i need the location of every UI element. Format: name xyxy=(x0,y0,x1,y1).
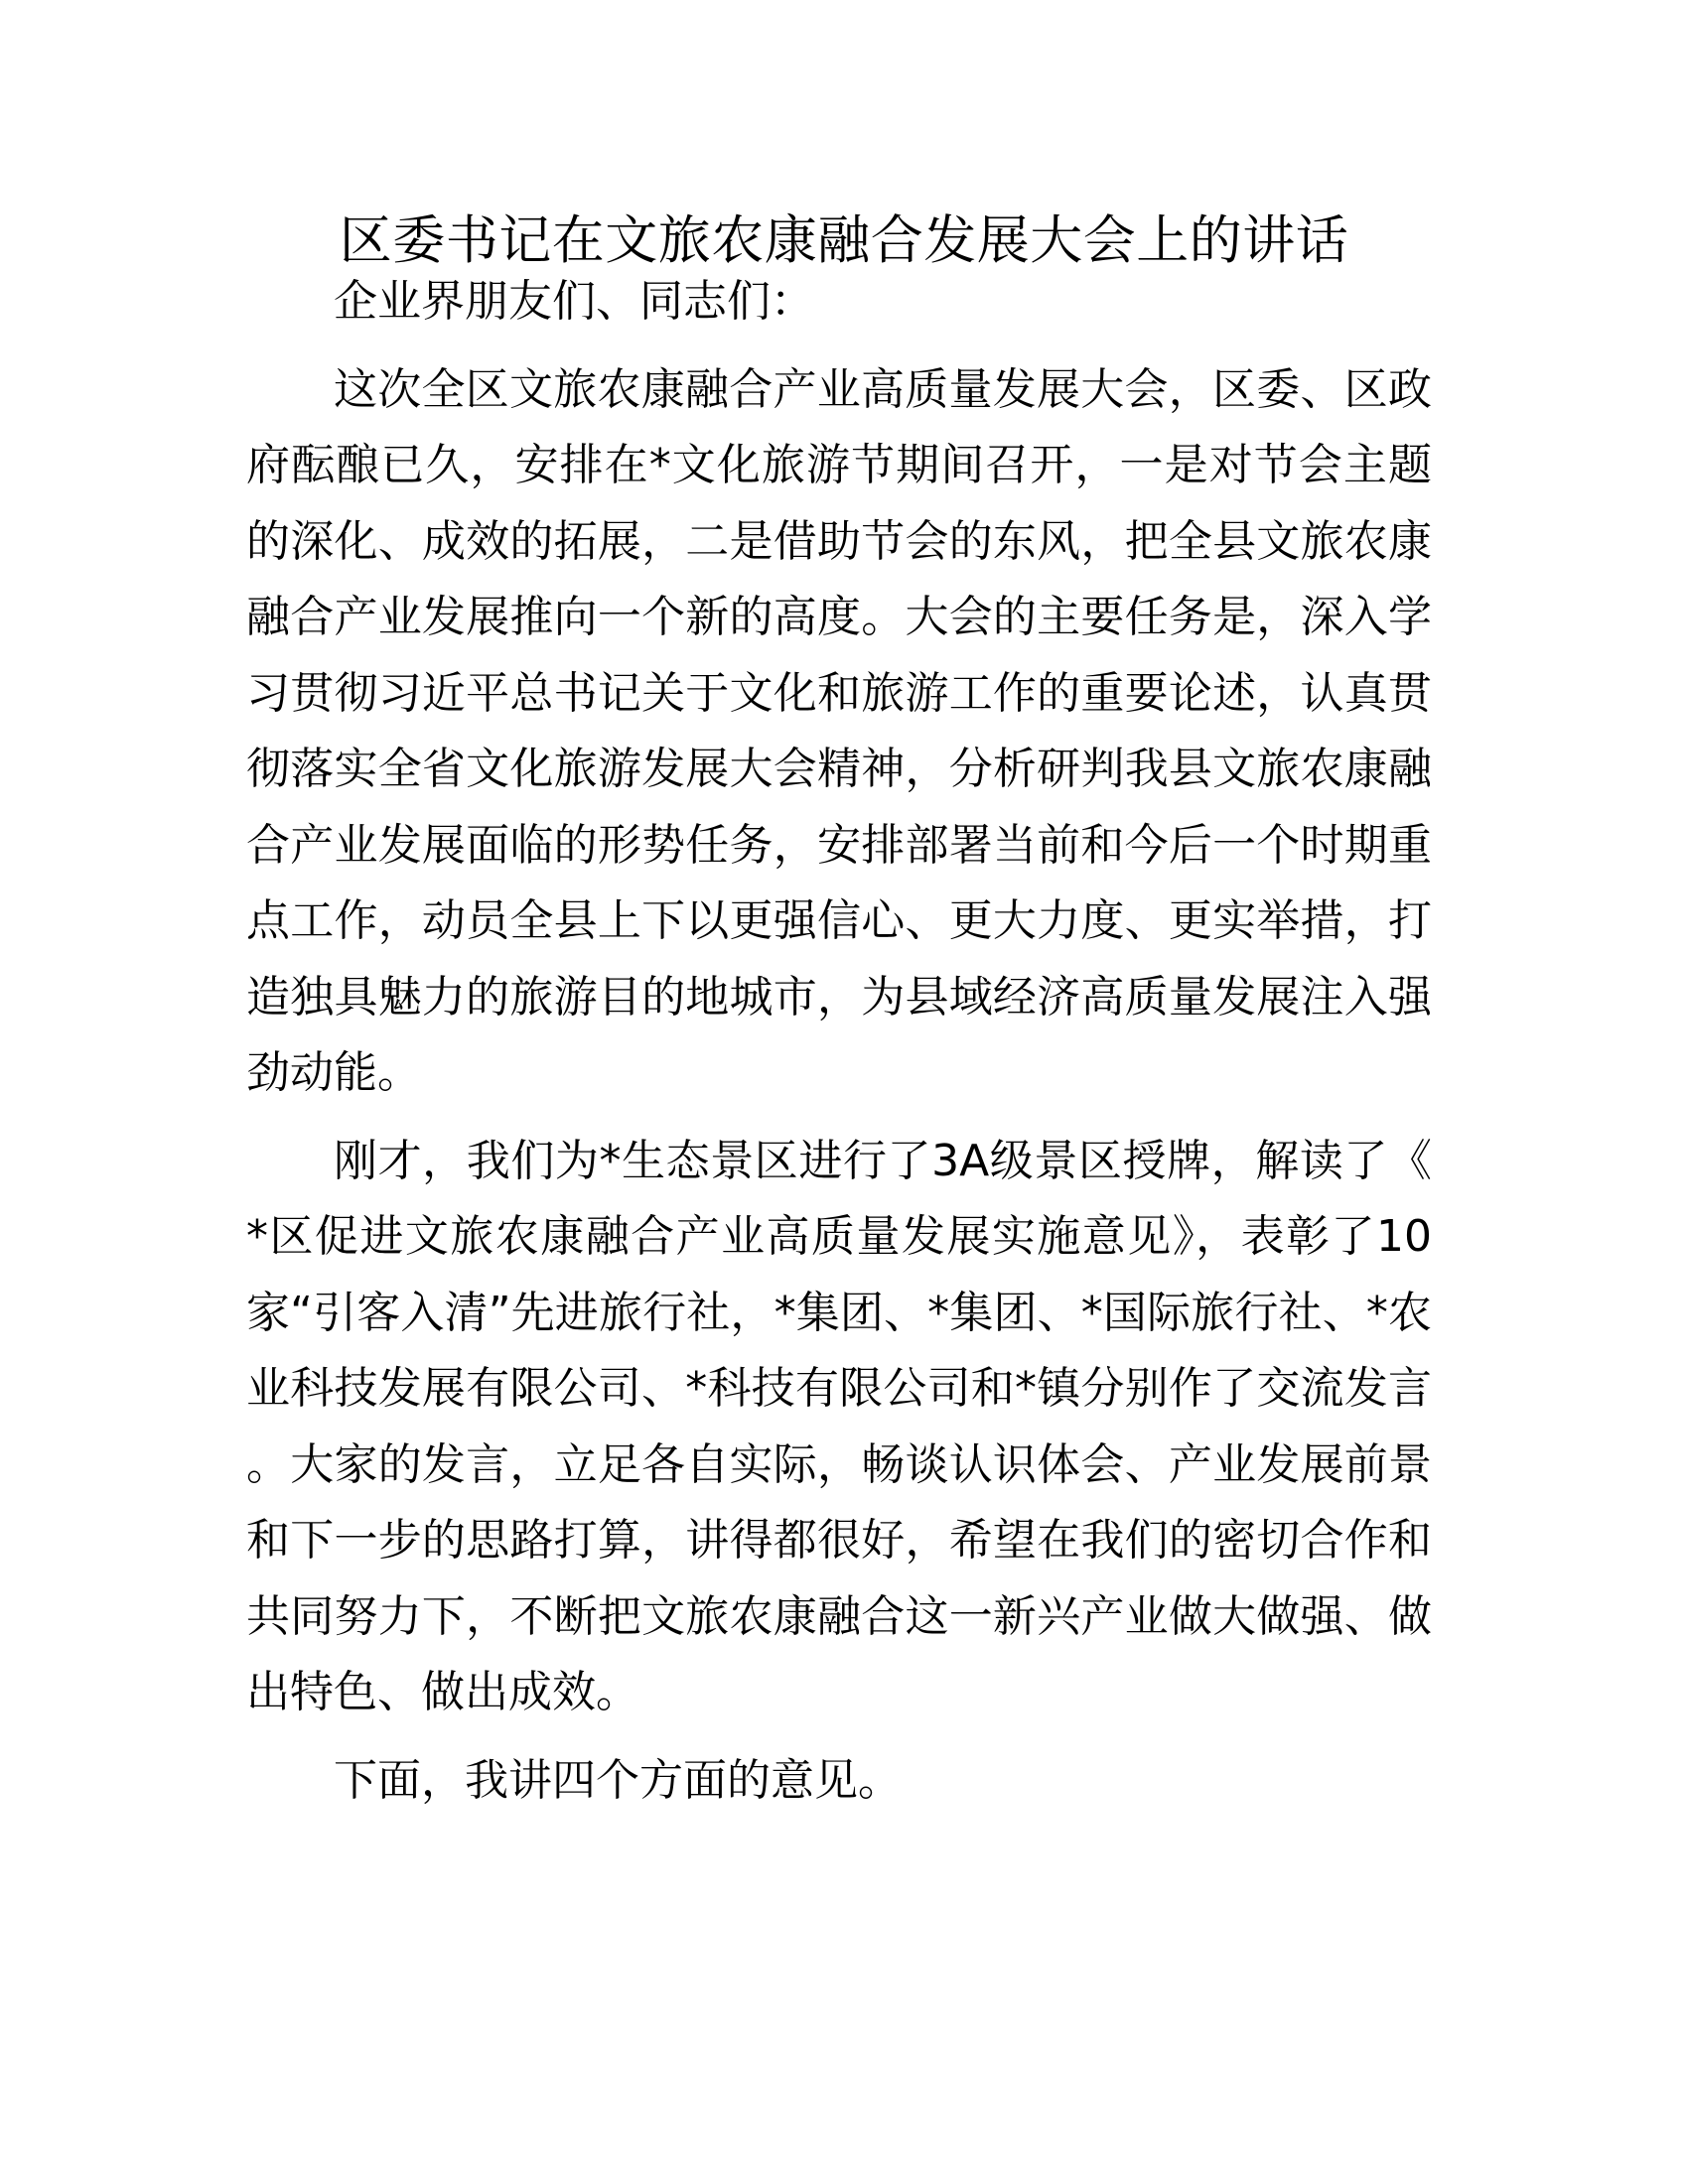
body-paragraph: 刚才，我们为*生态景区进行了3A级景区授牌，解读了《*区促进文旅农康融合产业高质量发展实施意见》，表彰了10家“引客入清”先进旅行社，*集团、*集团、*国际旅行社、*农业科技发展有限公司、*科技有限公司和*镇分别作了交流发言。大家的发言，立足各自实际，畅谈认识体会、产业发展前景和下一步的思路打算，讲得都很好，希望在我们的密切合作和共同努力下，不断把文旅农康融合这一新兴产业做大做强、做出特色、做出成效。 xyxy=(246,1135,1432,1717)
body-paragraph: 下面，我讲四个方面的意见。 xyxy=(334,1754,902,1806)
salutation-paragraph: 企业界朋友们、同志们： xyxy=(334,276,814,327)
document-title: 区委书记在文旅农康融合发展大会上的讲话 xyxy=(339,210,1349,271)
body-paragraph: 这次全区文旅农康融合产业高质量发展大会，区委、区政府酝酿已久，安排在*文化旅游节期间召开，一是对节会主题的深化、成效的拓展，二是借助节会的东风，把全县文旅农康融合产业发展推向一个新的高度。大会的主要任务是，深入学习贯彻习近平总书记关于文化和旅游工作的重要论述，认真贯彻落实全省文化旅游发展大会精神，分析研判我县文旅农康融合产业发展面临的形势任务，安排部署当前和今后一个时期重点工作，动员全县上下以更强信心、更大力度、更实举措，打造独具魅力的旅游目的地城市，为县域经济高质量发展注入强劲动能。 xyxy=(246,363,1432,1098)
document-body xyxy=(246,264,1432,1819)
